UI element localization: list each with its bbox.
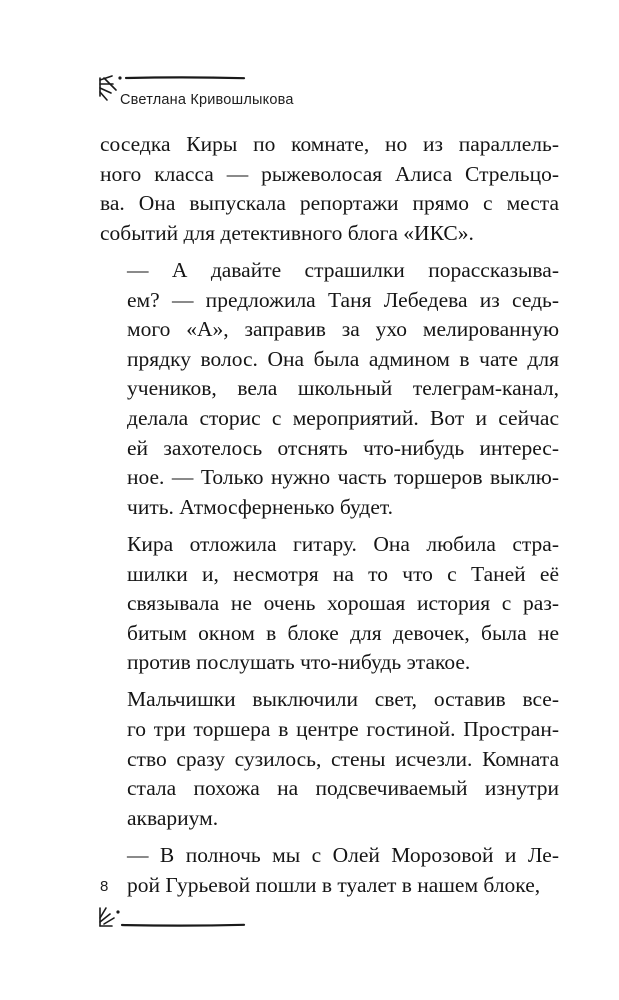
text-line: — А давайте страшилки порассказыва- — [127, 257, 559, 282]
text-line: битым окном в блоке для девочек, была не — [127, 620, 559, 645]
text-line: прядку волос. Она была админом в чате для — [127, 346, 559, 371]
paragraph — [100, 256, 559, 522]
text-line: связывала не очень хорошая история с раз- — [127, 591, 559, 616]
text-line: го три торшера в центре гостиной. Простран- — [127, 717, 559, 742]
text-line: рой Гурьевой пошли в туалет в нашем блоке, — [127, 872, 541, 897]
text-line: мого «А», заправив за ухо мелированную — [127, 317, 559, 342]
author-name: Светлана Кривошлыкова — [120, 92, 294, 108]
paragraph — [100, 130, 559, 248]
text-line: учеников, вела школьный телеграм-канал, — [127, 376, 559, 401]
text-line: ство сразу сузилось, стены исчезли. Комната — [127, 746, 559, 771]
text-line: Мальчишки выключили свет, оставив все- — [127, 687, 559, 712]
text-line: против послушать что-нибудь этакое. — [127, 650, 471, 675]
text-line: шилки и, несмотря на то что с Таней её — [127, 561, 559, 586]
page-footer — [96, 878, 296, 938]
text-line: ное. — Только нужно часть торшеров выклю- — [127, 465, 559, 490]
text-line: аквариум. — [127, 805, 219, 830]
text-line: ем? — предложила Таня Лебедева из седь- — [127, 287, 559, 312]
text-line: ва. Она выпускала репортажи прямо с места — [100, 191, 559, 216]
sunburst-ornament-icon — [96, 906, 246, 930]
paragraph — [100, 685, 559, 833]
paragraph — [100, 530, 559, 678]
text-line: Кира отложила гитару. Она любила стра- — [127, 531, 559, 556]
text-line: чить. Атмосферненько будет. — [127, 494, 394, 519]
running-header — [96, 62, 516, 112]
text-line: ей захотелось отснять что-нибудь интерес- — [127, 435, 559, 460]
chapter-body-text — [100, 130, 559, 908]
text-line: делала сторис с мероприятий. Вот и сейчас — [127, 405, 559, 430]
text-line: событий для детективного блога «ИКС». — [100, 220, 474, 245]
text-line: — В полночь мы с Олей Морозовой и Ле- — [127, 843, 559, 868]
page-number: 8 — [100, 878, 109, 895]
text-line: ного класса — рыжеволосая Алиса Стрельцо- — [100, 161, 559, 186]
text-line: стала похожа на подсвечиваемый изнутри — [127, 776, 559, 801]
text-line: соседка Киры по комнате, но из параллель- — [100, 132, 559, 156]
